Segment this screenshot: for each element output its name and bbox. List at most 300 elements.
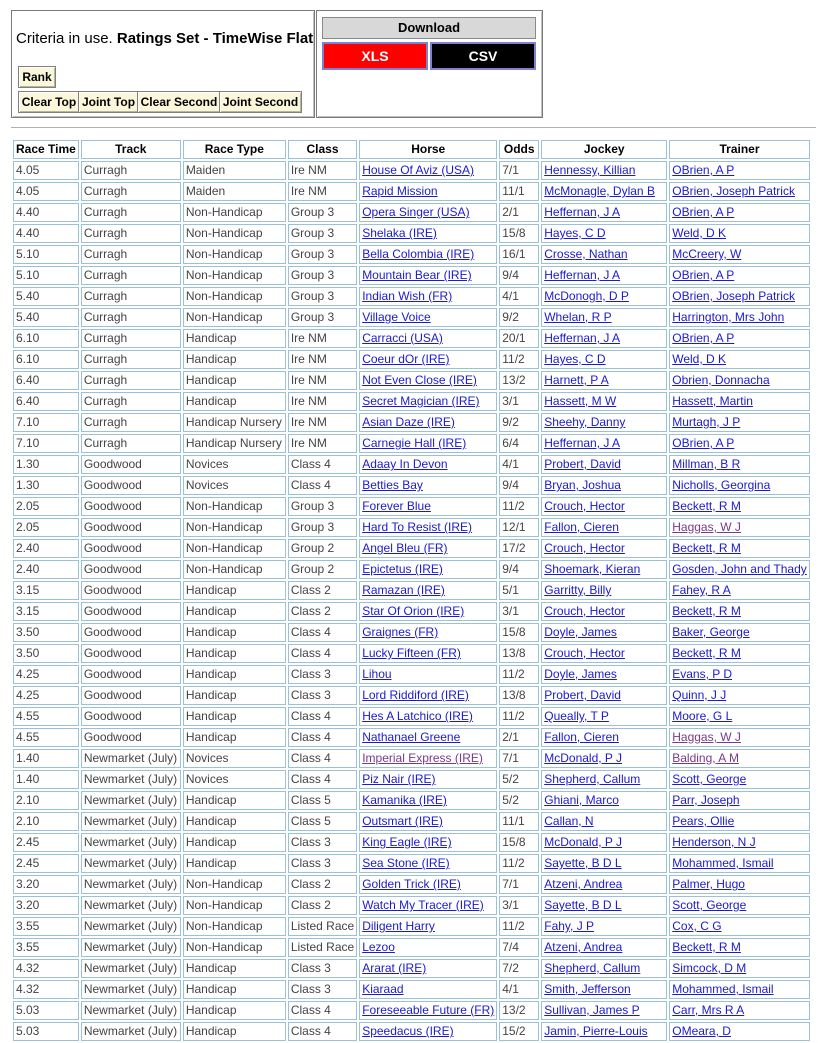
- horse-link[interactable]: Outsmart (IRE): [362, 814, 443, 828]
- table-body: [13, 161, 810, 1041]
- race-type-cell: Handicap: [183, 392, 286, 411]
- odds-header: Odds: [499, 140, 539, 159]
- track-cell: Curragh: [81, 392, 181, 411]
- horse-cell: [359, 602, 497, 621]
- race-time-cell: 5.10: [13, 245, 79, 264]
- trainer-link[interactable]: Moore, G L: [672, 709, 733, 723]
- jockey-link[interactable]: Ghiani, Marco: [544, 793, 619, 807]
- trainer-link[interactable]: Henderson, N J: [672, 835, 756, 849]
- horse-link[interactable]: Lucky Fifteen (FR): [362, 646, 461, 660]
- horse-link[interactable]: Village Voice: [362, 310, 431, 324]
- horse-cell: [359, 224, 497, 243]
- clear-second-button[interactable]: Clear Second: [137, 91, 221, 113]
- class-cell: Group 2: [288, 560, 357, 579]
- horse-link[interactable]: Coeur dOr (IRE): [362, 352, 450, 366]
- trainer-link[interactable]: Mohammed, Ismail: [672, 856, 774, 870]
- trainer-link[interactable]: OBrien, A P: [672, 268, 735, 282]
- table-row: [13, 938, 810, 957]
- horse-link[interactable]: Asian Daze (IRE): [362, 415, 455, 429]
- trainer-cell: [669, 623, 810, 642]
- horse-cell: [359, 329, 497, 348]
- table-row: [13, 707, 810, 726]
- track-cell: Newmarket (July): [81, 875, 181, 894]
- race-type-cell: Non-Handicap: [183, 497, 286, 516]
- odds-cell: 7/4: [499, 938, 539, 957]
- jockey-cell: [541, 308, 667, 327]
- jockey-link[interactable]: Fallon, Cieren: [544, 730, 619, 744]
- horse-link[interactable]: Rapid Mission: [362, 184, 438, 198]
- class-cell: Class 4: [288, 749, 357, 768]
- class-cell: Listed Race: [288, 938, 357, 957]
- jockey-link[interactable]: Hayes, C D: [544, 226, 606, 240]
- race-type-cell: Handicap: [183, 728, 286, 747]
- trainer-link[interactable]: Simcock, D M: [672, 961, 747, 975]
- class-cell: Class 2: [288, 875, 357, 894]
- horse-link[interactable]: Adaay In Devon: [362, 457, 448, 471]
- trainer-link[interactable]: Haggas, W J: [672, 520, 741, 534]
- table-row: [13, 476, 810, 495]
- table-row: [13, 749, 810, 768]
- trainer-link[interactable]: Weld, D K: [672, 226, 727, 240]
- jockey-link[interactable]: McDonogh, D P: [544, 289, 629, 303]
- track-cell: Goodwood: [81, 644, 181, 663]
- table-row: [13, 350, 810, 369]
- track-cell: Newmarket (July): [81, 812, 181, 831]
- jockey-link[interactable]: Crosse, Nathan: [544, 247, 628, 261]
- jockey-link[interactable]: Hassett, M W: [544, 394, 617, 408]
- horse-link[interactable]: Sea Stone (IRE): [362, 856, 450, 870]
- horse-cell: [359, 245, 497, 264]
- table-header-row: [13, 140, 810, 159]
- class-cell: Group 3: [288, 518, 357, 537]
- trainer-cell: [669, 1022, 810, 1041]
- table-row: [13, 329, 810, 348]
- jockey-link[interactable]: Heffernan, J A: [544, 268, 621, 282]
- track-cell: Curragh: [81, 308, 181, 327]
- trainer-cell: [669, 161, 810, 180]
- trainer-link[interactable]: OBrien, Joseph Patrick: [672, 184, 795, 198]
- jockey-link[interactable]: Probert, David: [544, 688, 621, 702]
- table-row: [13, 917, 810, 936]
- race-type-cell: Handicap: [183, 791, 286, 810]
- trainer-link[interactable]: Haggas, W J: [672, 730, 741, 744]
- jockey-cell: [541, 560, 667, 579]
- clear-top-button[interactable]: Clear Top: [18, 91, 80, 113]
- track-cell: Curragh: [81, 266, 181, 285]
- horse-cell: [359, 644, 497, 663]
- table-row: [13, 980, 810, 999]
- track-cell: Goodwood: [81, 476, 181, 495]
- horse-link[interactable]: Star Of Orion (IRE): [362, 604, 465, 618]
- class-cell: Class 4: [288, 707, 357, 726]
- jockey-link[interactable]: Shepherd, Callum: [544, 772, 641, 786]
- horse-cell: [359, 728, 497, 747]
- separator: [11, 127, 816, 128]
- track-cell: Goodwood: [81, 497, 181, 516]
- track-cell: Newmarket (July): [81, 938, 181, 957]
- race-time-cell: 7.10: [13, 434, 79, 453]
- jockey-cell: [541, 896, 667, 915]
- trainer-link[interactable]: Parr, Joseph: [672, 793, 740, 807]
- trainer-cell: [669, 728, 810, 747]
- horse-cell: [359, 1001, 497, 1020]
- trainer-link[interactable]: Beckett, R M: [672, 499, 741, 513]
- race-type-cell: Handicap: [183, 854, 286, 873]
- horse-link[interactable]: Shelaka (IRE): [362, 226, 437, 240]
- class-cell: Class 2: [288, 602, 357, 621]
- jockey-cell: [541, 812, 667, 831]
- horse-link[interactable]: Ramazan (IRE): [362, 583, 445, 597]
- trainer-link[interactable]: OBrien, A P: [672, 331, 735, 345]
- horse-link[interactable]: Watch My Tracer (IRE): [362, 898, 484, 912]
- joint-second-button[interactable]: Joint Second: [219, 91, 302, 113]
- class-cell: Group 3: [288, 245, 357, 264]
- trainer-cell: [669, 329, 810, 348]
- jockey-link[interactable]: Sayette, B D L: [544, 856, 622, 870]
- jockey-link[interactable]: Whelan, R P: [544, 310, 612, 324]
- jockey-link[interactable]: Bryan, Joshua: [544, 478, 621, 492]
- trainer-cell: [669, 476, 810, 495]
- race-time-cell: 4.55: [13, 728, 79, 747]
- class-cell: Group 3: [288, 308, 357, 327]
- download-csv-button[interactable]: CSV: [430, 42, 536, 70]
- jockey-link[interactable]: Atzeni, Andrea: [544, 877, 623, 891]
- jockey-link[interactable]: Callan, N: [544, 814, 594, 828]
- jockey-link[interactable]: Sheehy, Danny: [544, 415, 626, 429]
- table-row: [13, 854, 810, 873]
- table-row: [13, 434, 810, 453]
- horse-link[interactable]: Lord Riddiford (IRE): [362, 688, 469, 702]
- class-cell: Class 4: [288, 644, 357, 663]
- odds-cell: 11/2: [499, 497, 539, 516]
- jockey-link[interactable]: Crouch, Hector: [544, 499, 625, 513]
- jockey-link[interactable]: Crouch, Hector: [544, 541, 625, 555]
- jockey-header: Jockey: [541, 140, 667, 159]
- table-row: [13, 161, 810, 180]
- jockey-cell: [541, 644, 667, 663]
- horse-link[interactable]: Hard To Resist (IRE): [362, 520, 472, 534]
- race-type-cell: Handicap: [183, 329, 286, 348]
- race-time-cell: 5.10: [13, 266, 79, 285]
- race-type-cell: Non-Handicap: [183, 539, 286, 558]
- trainer-link[interactable]: Quinn, J J: [672, 688, 727, 702]
- track-cell: Curragh: [81, 203, 181, 222]
- table-row: [13, 455, 810, 474]
- odds-cell: 2/1: [499, 728, 539, 747]
- jockey-link[interactable]: Heffernan, J A: [544, 205, 621, 219]
- jockey-link[interactable]: Crouch, Hector: [544, 604, 625, 618]
- jockey-cell: [541, 1001, 667, 1020]
- jockey-link[interactable]: McDonald, P J: [544, 751, 623, 765]
- horse-cell: [359, 980, 497, 999]
- class-cell: Class 4: [288, 455, 357, 474]
- jockey-link[interactable]: Queally, T P: [544, 709, 609, 723]
- rank-button[interactable]: Rank: [18, 66, 56, 88]
- jockey-cell: [541, 455, 667, 474]
- jockey-link[interactable]: Sullivan, James P: [544, 1003, 640, 1017]
- horse-cell: [359, 812, 497, 831]
- horse-link[interactable]: Kamanika (IRE): [362, 793, 447, 807]
- table-row: [13, 308, 810, 327]
- jockey-link[interactable]: Probert, David: [544, 457, 621, 471]
- race-type-cell: Handicap: [183, 1001, 286, 1020]
- race-time-cell: 4.40: [13, 224, 79, 243]
- trainer-link[interactable]: Scott, George: [672, 772, 747, 786]
- jockey-cell: [541, 329, 667, 348]
- jockey-link[interactable]: Heffernan, J A: [544, 436, 621, 450]
- horse-link[interactable]: Carracci (USA): [362, 331, 443, 345]
- table-row: [13, 266, 810, 285]
- trainer-cell: [669, 665, 810, 684]
- trainer-link[interactable]: Hassett, Martin: [672, 394, 753, 408]
- trainer-link[interactable]: OBrien, Joseph Patrick: [672, 289, 795, 303]
- jockey-cell: [541, 497, 667, 516]
- jockey-cell: [541, 203, 667, 222]
- odds-cell: 11/2: [499, 917, 539, 936]
- race-time-cell: 3.20: [13, 896, 79, 915]
- trainer-link[interactable]: Mohammed, Ismail: [672, 982, 774, 996]
- trainer-cell: [669, 770, 810, 789]
- race-time-cell: 3.20: [13, 875, 79, 894]
- trainer-link[interactable]: OBrien, A P: [672, 163, 735, 177]
- track-cell: Curragh: [81, 371, 181, 390]
- race-time-cell: 6.10: [13, 329, 79, 348]
- race-type-cell: Non-Handicap: [183, 896, 286, 915]
- trainer-cell: [669, 518, 810, 537]
- class-cell: Ire NM: [288, 329, 357, 348]
- horse-link[interactable]: House Of Aviz (USA): [362, 163, 475, 177]
- horse-link[interactable]: Kiaraad: [362, 982, 404, 996]
- horse-link[interactable]: Indian Wish (FR): [362, 289, 453, 303]
- jockey-link[interactable]: Hayes, C D: [544, 352, 606, 366]
- horse-link[interactable]: Opera Singer (USA): [362, 205, 470, 219]
- jockey-link[interactable]: Fallon, Cieren: [544, 520, 619, 534]
- jockey-link[interactable]: Smith, Jefferson: [544, 982, 631, 996]
- track-cell: Goodwood: [81, 686, 181, 705]
- race-time-cell: 3.15: [13, 581, 79, 600]
- jockey-cell: [541, 770, 667, 789]
- trainer-link[interactable]: Beckett, R M: [672, 646, 741, 660]
- track-cell: Curragh: [81, 245, 181, 264]
- trainer-link[interactable]: Beckett, R M: [672, 940, 741, 954]
- horse-link[interactable]: Angel Bleu (FR): [362, 541, 448, 555]
- trainer-link[interactable]: OMeara, D: [672, 1024, 731, 1038]
- race-type-cell: Maiden: [183, 161, 286, 180]
- jockey-cell: [541, 602, 667, 621]
- class-cell: Listed Race: [288, 917, 357, 936]
- horse-cell: [359, 938, 497, 957]
- race-time-cell: 2.40: [13, 539, 79, 558]
- horse-link[interactable]: Not Even Close (IRE): [362, 373, 477, 387]
- trainer-link[interactable]: Beckett, R M: [672, 604, 741, 618]
- horse-link[interactable]: Foreseeable Future (FR): [362, 1003, 495, 1017]
- trainer-link[interactable]: Balding, A M: [672, 751, 739, 765]
- track-cell: Goodwood: [81, 455, 181, 474]
- horse-link[interactable]: Piz Nair (IRE): [362, 772, 436, 786]
- race-type-cell: Non-Handicap: [183, 917, 286, 936]
- results-table: [11, 138, 812, 1043]
- horse-link[interactable]: Betties Bay: [362, 478, 423, 492]
- odds-cell: 20/1: [499, 329, 539, 348]
- trainer-link[interactable]: OBrien, A P: [672, 436, 735, 450]
- class-cell: Class 4: [288, 1022, 357, 1041]
- race-time-cell: 4.55: [13, 707, 79, 726]
- class-cell: Class 3: [288, 665, 357, 684]
- jockey-cell: [541, 938, 667, 957]
- horse-link[interactable]: Nathanael Greene: [362, 730, 461, 744]
- horse-link[interactable]: Mountain Bear (IRE): [362, 268, 472, 282]
- race-type-cell: Non-Handicap: [183, 308, 286, 327]
- horse-link[interactable]: Lezoo: [362, 940, 395, 954]
- trainer-cell: [669, 266, 810, 285]
- trainer-link[interactable]: Millman, B R: [672, 457, 741, 471]
- jockey-link[interactable]: Garritty, Billy: [544, 583, 612, 597]
- trainer-link[interactable]: Harrington, Mrs John: [672, 310, 785, 324]
- horse-link[interactable]: Secret Magician (IRE): [362, 394, 480, 408]
- table-row: [13, 413, 810, 432]
- jockey-link[interactable]: McMonagle, Dylan B: [544, 184, 655, 198]
- horse-cell: [359, 875, 497, 894]
- trainer-link[interactable]: Pears, Ollie: [672, 814, 735, 828]
- horse-link[interactable]: Forever Blue: [362, 499, 431, 513]
- track-cell: Curragh: [81, 224, 181, 243]
- race-time-cell: 6.10: [13, 350, 79, 369]
- trainer-link[interactable]: Obrien, Donnacha: [672, 373, 770, 387]
- jockey-cell: [541, 749, 667, 768]
- horse-link[interactable]: Epictetus (IRE): [362, 562, 443, 576]
- trainer-cell: [669, 980, 810, 999]
- trainer-cell: [669, 350, 810, 369]
- class-cell: Ire NM: [288, 161, 357, 180]
- race-time-cell: 6.40: [13, 392, 79, 411]
- horse-cell: [359, 959, 497, 978]
- jockey-cell: [541, 476, 667, 495]
- trainer-link[interactable]: Palmer, Hugo: [672, 877, 745, 891]
- jockey-link[interactable]: Jamin, Pierre-Louis: [544, 1024, 648, 1038]
- table-row: [13, 497, 810, 516]
- trainer-link[interactable]: Evans, P D: [672, 667, 733, 681]
- track-header: Track: [81, 140, 181, 159]
- horse-link[interactable]: Imperial Express (IRE): [362, 751, 483, 765]
- race-time-cell: 3.50: [13, 644, 79, 663]
- jockey-link[interactable]: McDonald, P J: [544, 835, 623, 849]
- race-type-cell: Handicap: [183, 980, 286, 999]
- table-row: [13, 518, 810, 537]
- horse-link[interactable]: Bella Colombia (IRE): [362, 247, 475, 261]
- trainer-cell: [669, 245, 810, 264]
- odds-cell: 7/1: [499, 875, 539, 894]
- jockey-link[interactable]: Heffernan, J A: [544, 331, 621, 345]
- class-cell: Group 3: [288, 287, 357, 306]
- horse-cell: [359, 308, 497, 327]
- odds-cell: 2/1: [499, 203, 539, 222]
- horse-link[interactable]: Golden Trick (IRE): [362, 877, 461, 891]
- joint-top-button[interactable]: Joint Top: [78, 91, 139, 113]
- odds-cell: 4/1: [499, 287, 539, 306]
- track-cell: Goodwood: [81, 707, 181, 726]
- horse-link[interactable]: Carnegie Hall (IRE): [362, 436, 467, 450]
- odds-cell: 11/1: [499, 812, 539, 831]
- jockey-cell: [541, 581, 667, 600]
- trainer-link[interactable]: Gosden, John and Thady: [672, 562, 807, 576]
- trainer-cell: [669, 287, 810, 306]
- trainer-cell: [669, 833, 810, 852]
- horse-link[interactable]: Lihou: [362, 667, 392, 681]
- horse-link[interactable]: Hes A Latchico (IRE): [362, 709, 473, 723]
- trainer-link[interactable]: Nicholls, Georgina: [672, 478, 771, 492]
- jockey-link[interactable]: Crouch, Hector: [544, 646, 625, 660]
- jockey-link[interactable]: Atzeni, Andrea: [544, 940, 623, 954]
- jockey-cell: [541, 245, 667, 264]
- trainer-link[interactable]: Carr, Mrs R A: [672, 1003, 745, 1017]
- trainer-link[interactable]: OBrien, A P: [672, 205, 735, 219]
- table-row: [13, 224, 810, 243]
- horse-link[interactable]: Ararat (IRE): [362, 961, 427, 975]
- race-type-cell: Maiden: [183, 182, 286, 201]
- track-cell: Newmarket (July): [81, 1022, 181, 1041]
- jockey-link[interactable]: Shepherd, Callum: [544, 961, 641, 975]
- race-type-cell: Non-Handicap: [183, 224, 286, 243]
- jockey-cell: [541, 161, 667, 180]
- trainer-cell: [669, 203, 810, 222]
- odds-cell: 15/8: [499, 224, 539, 243]
- class-cell: Class 3: [288, 833, 357, 852]
- horse-cell: [359, 1022, 497, 1041]
- jockey-link[interactable]: Doyle, James: [544, 667, 617, 681]
- trainer-link[interactable]: Scott, George: [672, 898, 747, 912]
- race-time-cell: 4.32: [13, 980, 79, 999]
- horse-link[interactable]: Diligent Harry: [362, 919, 435, 933]
- horse-cell: [359, 791, 497, 810]
- class-cell: Group 3: [288, 497, 357, 516]
- horse-link[interactable]: Speedacus (IRE): [362, 1024, 454, 1038]
- race-type-cell: Novices: [183, 749, 286, 768]
- race-type-cell: Non-Handicap: [183, 875, 286, 894]
- race-time-cell: 5.03: [13, 1022, 79, 1041]
- track-cell: Newmarket (July): [81, 980, 181, 999]
- horse-link[interactable]: King Eagle (IRE): [362, 835, 452, 849]
- trainer-link[interactable]: Cox, C G: [672, 919, 722, 933]
- trainer-link[interactable]: McCreery, W: [672, 247, 742, 261]
- horse-link[interactable]: Graignes (FR): [362, 625, 439, 639]
- horse-cell: [359, 518, 497, 537]
- jockey-cell: [541, 707, 667, 726]
- trainer-link[interactable]: Beckett, R M: [672, 541, 741, 555]
- trainer-link[interactable]: Fahey, R A: [672, 583, 731, 597]
- jockey-link[interactable]: Sayette, B D L: [544, 898, 622, 912]
- track-cell: Newmarket (July): [81, 833, 181, 852]
- jockey-link[interactable]: Harnett, P A: [544, 373, 609, 387]
- trainer-link[interactable]: Murtagh, J P: [672, 415, 741, 429]
- trainer-link[interactable]: Weld, D K: [672, 352, 727, 366]
- odds-cell: 11/2: [499, 665, 539, 684]
- trainer-link[interactable]: Baker, George: [672, 625, 750, 639]
- trainer-cell: [669, 875, 810, 894]
- track-cell: Newmarket (July): [81, 749, 181, 768]
- jockey-link[interactable]: Shoemark, Kieran: [544, 562, 641, 576]
- race-type-cell: Handicap: [183, 686, 286, 705]
- odds-cell: 13/2: [499, 1001, 539, 1020]
- track-cell: Newmarket (July): [81, 1001, 181, 1020]
- race-type-header: Race Type: [183, 140, 286, 159]
- jockey-link[interactable]: Hennessy, Killian: [544, 163, 636, 177]
- track-cell: Curragh: [81, 182, 181, 201]
- jockey-link[interactable]: Doyle, James: [544, 625, 617, 639]
- jockey-link[interactable]: Fahy, J P: [544, 919, 595, 933]
- race-time-cell: 5.40: [13, 287, 79, 306]
- table-row: [13, 392, 810, 411]
- download-xls-button[interactable]: XLS: [322, 42, 428, 70]
